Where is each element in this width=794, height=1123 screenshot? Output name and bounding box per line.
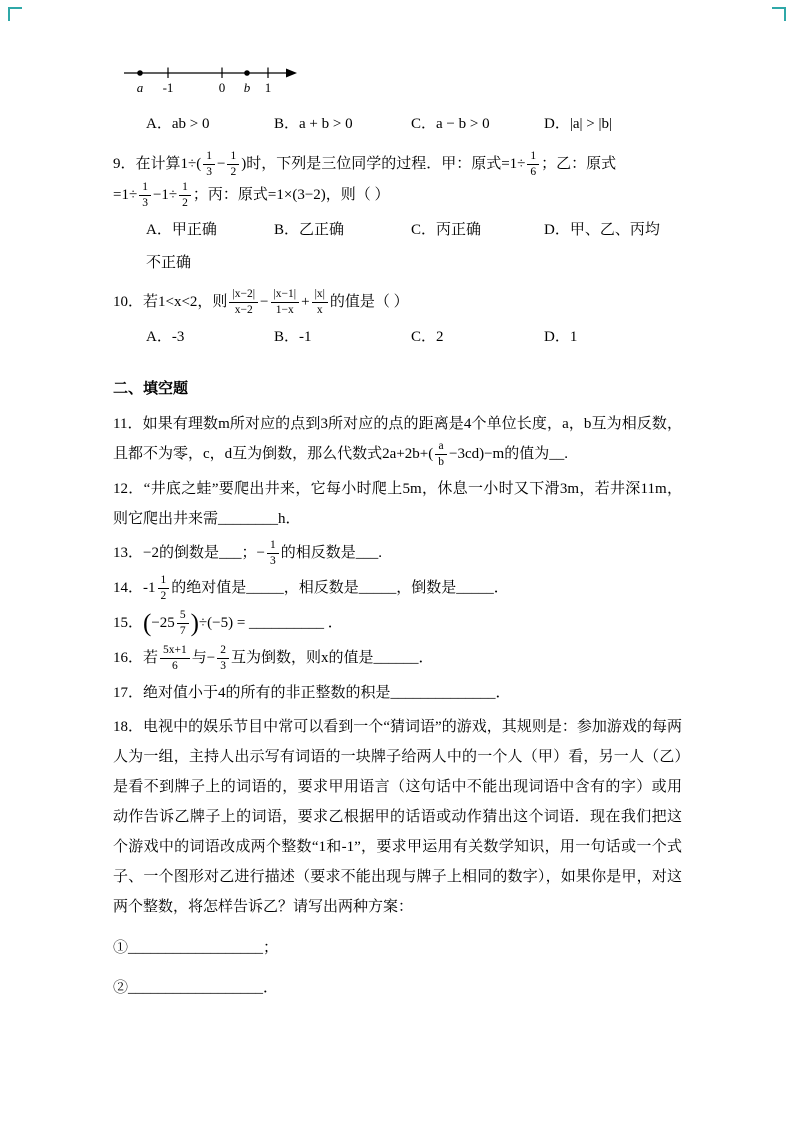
- q18-number: 18．: [113, 718, 144, 735]
- denominator: 3: [220, 659, 226, 672]
- q17-text: 绝对值小于4的所有的非正整数的积是______________．: [143, 684, 511, 701]
- denominator: 3: [269, 554, 276, 567]
- q18-answer-blank-2: ②__________________．: [113, 980, 279, 996]
- section-2-title: 二、填空题: [113, 380, 189, 397]
- numerator: 1: [527, 149, 539, 165]
- denominator: 2: [160, 589, 167, 602]
- numerator: |x−1|: [271, 287, 300, 303]
- question-15: [113, 608, 682, 639]
- denominator: 3: [142, 197, 148, 210]
- question-18: [113, 712, 682, 922]
- q10-operator-2: +: [301, 293, 310, 310]
- q12-number: 12．: [113, 480, 144, 497]
- q16-number: 16．: [113, 649, 144, 666]
- question-16: [113, 643, 682, 674]
- denominator: 6: [172, 659, 178, 672]
- q9-operator-2: −1÷: [152, 187, 178, 203]
- q9-option-a: A．甲正确: [146, 222, 217, 238]
- point-b-dot: [244, 70, 250, 76]
- fraction-one-half: [179, 180, 191, 211]
- number-line-figure: [123, 64, 682, 103]
- q11-text-1: 如果有理数m所对应的点到3所对应的点的距离是4个单位长度，a，b互为相反数，且都不为零，c，d互为倒数，那么代数式2a+2b+(: [113, 415, 682, 462]
- fraction-two-thirds: [217, 643, 229, 674]
- q15-text: ÷(−5) =: [198, 614, 250, 631]
- q13-text-1: −2的倒数是___；−: [143, 544, 265, 561]
- denominator: 3: [206, 166, 212, 179]
- numerator: |x|: [312, 287, 328, 303]
- denominator: 2: [182, 197, 188, 210]
- q9-option-d-continuation: 不正确: [146, 255, 192, 271]
- q9-option-d: D．甲、乙、丙均: [544, 222, 660, 238]
- q9-number: 9．: [113, 156, 136, 172]
- numerator: 1: [158, 573, 170, 589]
- q15-period: ．: [324, 614, 343, 631]
- q18-answer-blank-1: ①__________________；: [113, 939, 279, 956]
- question-14: [113, 573, 682, 604]
- q9-option-b: B．乙正确: [274, 222, 345, 238]
- denominator: 2: [230, 166, 237, 179]
- fraction-five-sevenths: [177, 608, 189, 639]
- label-a: a: [136, 80, 144, 95]
- q10-number: 10．: [113, 293, 144, 310]
- numerator: 1: [227, 149, 239, 165]
- q11-number: 11．: [113, 415, 143, 432]
- fraction-one-sixth: [527, 149, 539, 180]
- fraction-abs-x-minus-1: [271, 287, 300, 318]
- label-one: 1: [264, 80, 272, 95]
- q14-mixed-int: -1: [143, 579, 156, 596]
- fraction-one-third: [139, 180, 151, 211]
- denominator: x: [316, 303, 323, 316]
- q17-number: 17．: [113, 684, 144, 701]
- q16-text-1: 若: [143, 649, 159, 666]
- fraction-one-third: [203, 149, 215, 180]
- q16-text-3: 互为倒数，则x的值是______．: [231, 649, 434, 666]
- question-11: [113, 409, 682, 470]
- fraction-one-half: [158, 573, 170, 604]
- numerator: a: [435, 439, 447, 455]
- fraction-abs-x: [312, 287, 328, 318]
- numerator: |x−2|: [229, 287, 258, 303]
- q15-mixed-int: −25: [151, 614, 175, 631]
- q8-option-c: C．a − b > 0: [411, 116, 490, 132]
- question-17: [113, 678, 682, 708]
- point-a-dot: [137, 70, 143, 76]
- denominator: b: [438, 455, 444, 468]
- q9-text-1: 在计算1÷(: [135, 156, 202, 172]
- q9-text-2: )时，下列是三位同学的过程．甲：原式=1÷: [241, 156, 526, 172]
- left-paren: (: [143, 609, 152, 637]
- question-13: [113, 538, 682, 569]
- q14-number: 14．: [113, 579, 144, 596]
- crop-mark-top-left: [8, 7, 22, 21]
- q10-options-row: [113, 322, 682, 352]
- numerator: 1: [203, 149, 215, 165]
- denominator: 7: [179, 624, 186, 637]
- q9-text-3: ；乙：原式: [541, 156, 617, 172]
- label-zero: 0: [218, 80, 226, 95]
- fraction-a-over-b: [435, 439, 447, 470]
- number-line: [123, 64, 309, 98]
- q13-number: 13．: [113, 544, 144, 561]
- q10-text-1: 若1<x<2，则: [143, 293, 228, 310]
- question-9: [113, 149, 682, 211]
- numerator: 1: [179, 180, 191, 196]
- q10-option-c: C．2: [411, 328, 444, 345]
- label-b: b: [243, 80, 251, 95]
- numerator: 2: [217, 643, 229, 659]
- q12-text: “井底之蛙”要爬出井来，它每小时爬上5m，休息一小时又下滑3m，若井深11m，则它爬出井来需________h．: [113, 480, 682, 527]
- q8-option-a: A．ab > 0: [146, 116, 210, 132]
- label-neg1: -1: [162, 80, 174, 95]
- q8-option-b: B．a + b > 0: [274, 116, 353, 132]
- q13-text-2: 的相反数是___.: [280, 544, 382, 561]
- denominator: x−2: [234, 303, 253, 316]
- crop-mark-top-right: [772, 7, 786, 21]
- right-paren: ): [190, 609, 199, 637]
- q10-option-b: B．-1: [274, 328, 312, 345]
- q10-option-a: A．-3: [146, 328, 185, 345]
- q9-options-row: [113, 215, 682, 245]
- fraction-abs-x-minus-2: [229, 287, 258, 318]
- q9-text-5: ；丙：原式=1×(3−2)，则（ ）: [192, 187, 390, 203]
- q14-text: 的绝对值是_____，相反数是_____，倒数是_____．: [171, 579, 509, 596]
- q15-number: 15．: [113, 614, 144, 631]
- denominator: 1−x: [275, 303, 294, 316]
- fraction-5x-plus-1-over-6: [160, 643, 190, 674]
- q11-text-2: −3cd)−m的值为__.: [448, 445, 568, 462]
- q9-text-4: =1÷: [113, 187, 138, 203]
- q10-option-d: D．1: [544, 328, 578, 345]
- q9-option-c: C．丙正确: [411, 222, 482, 238]
- numerator: 5x+1: [160, 643, 190, 659]
- question-10: [113, 287, 682, 318]
- number-line-arrow-icon: [286, 69, 297, 78]
- q15-blank: __________: [249, 614, 325, 631]
- numerator: 5: [177, 608, 189, 624]
- fraction-one-third: [267, 538, 279, 569]
- q8-options-row: [113, 109, 682, 139]
- fraction-one-half: [227, 149, 239, 180]
- q10-text-2: 的值是（ ）: [329, 293, 409, 310]
- q8-option-d: D．|a| > |b|: [544, 116, 612, 132]
- q18-text: 电视中的娱乐节目中常可以看到一个“猜词语”的游戏，其规则是：参加游戏的每两人为一组，主持人出示写有词语的一块牌子给两人中的一个人（甲）看，另一人（乙）是看不到牌子上的词语的，要求甲用语言（这句话中不能出现词语中含有的字）或用动作告诉乙牌子上的词语，要求乙根据甲的话语或动作猜出这个词语．现在我们把这个游戏中的词语改成两个整数“1和-1”，要求甲运用有关数学知识，用一句话或一个式子、一个图形对乙进行描述（要求不能出现与牌子上相同的数字），如果你是甲，对这两个整数，将怎样告诉乙？请写出两种方案：: [113, 718, 682, 915]
- q16-text-2: 与−: [191, 649, 216, 666]
- question-12: [113, 474, 682, 534]
- numerator: 1: [139, 180, 151, 196]
- denominator: 6: [530, 166, 537, 179]
- numerator: 1: [267, 538, 279, 554]
- q10-operator-1: −: [260, 293, 269, 310]
- q9-operator-1: −: [217, 156, 226, 172]
